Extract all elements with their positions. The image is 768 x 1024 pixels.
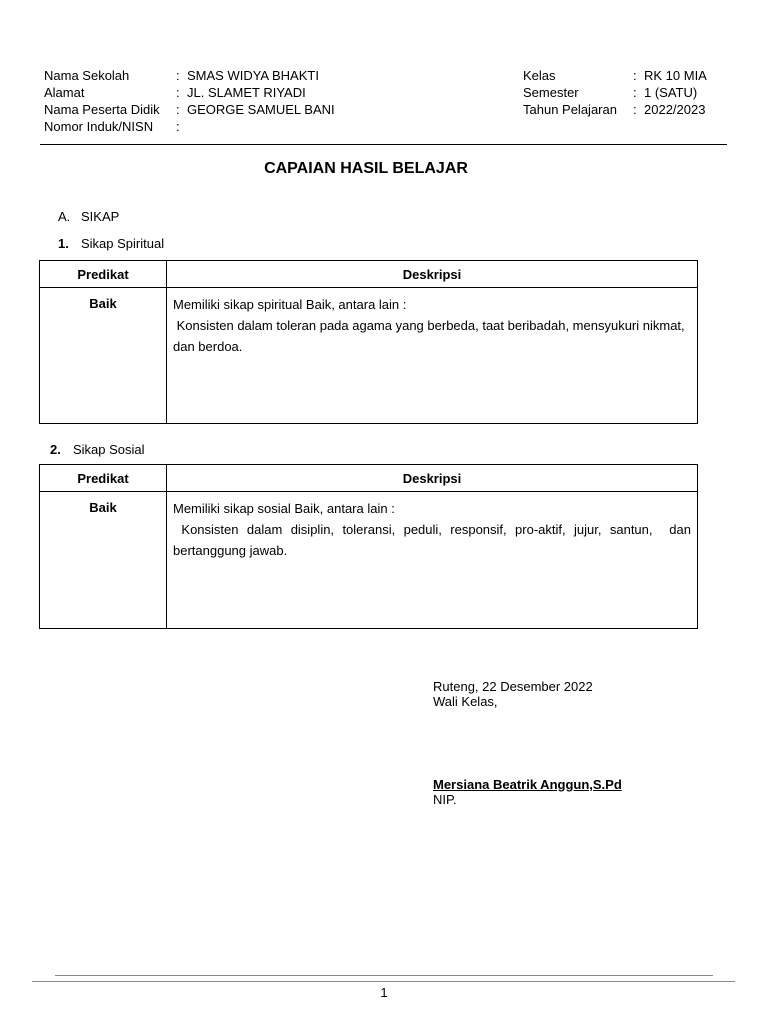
info-label: Alamat <box>44 85 85 100</box>
info-row-semester <box>523 84 733 101</box>
footer-divider <box>55 975 713 976</box>
student-info-left <box>44 67 374 135</box>
table-row <box>40 492 698 629</box>
subsection-label: Sikap Sosial <box>73 442 145 457</box>
table-header-row <box>40 261 698 288</box>
table-row <box>40 288 698 424</box>
info-value: 2022/2023 <box>644 102 706 117</box>
info-label: Kelas <box>523 68 556 83</box>
signer-role: Wali Kelas, <box>433 694 498 709</box>
info-value: 1 (SATU) <box>644 85 698 100</box>
table-header-row <box>40 465 698 492</box>
info-label: Nama Sekolah <box>44 68 130 83</box>
header-divider <box>40 144 727 145</box>
deskripsi-cell <box>167 288 698 424</box>
column-header-predikat: Predikat <box>40 465 167 492</box>
info-value: JL. SLAMET RIYADI <box>187 85 306 100</box>
column-header-deskripsi: Deskripsi <box>167 465 698 492</box>
info-row-kelas <box>523 67 733 84</box>
student-info-right <box>523 67 733 118</box>
section-heading-sikap <box>58 209 119 224</box>
info-colon: : <box>176 102 180 117</box>
info-colon: : <box>633 68 637 83</box>
info-value: SMAS WIDYA BHAKTI <box>187 68 319 83</box>
info-colon: : <box>176 119 180 134</box>
page-number: 1 <box>380 985 388 1000</box>
column-header-predikat: Predikat <box>40 261 167 288</box>
info-colon: : <box>176 85 180 100</box>
signer-nip: NIP. <box>433 792 457 807</box>
sosial-table <box>39 464 698 629</box>
info-label: Nama Peserta Didik <box>44 102 160 117</box>
deskripsi-intro: Memiliki sikap spiritual Baik, antara lain : <box>173 297 407 312</box>
predikat-cell: Baik <box>40 492 167 629</box>
section-number: A. <box>58 209 71 224</box>
section-label: SIKAP <box>81 209 120 224</box>
info-row-nama-sekolah <box>44 67 374 84</box>
subsection-number: 1. <box>58 236 69 251</box>
predikat-cell: Baik <box>40 288 167 424</box>
info-colon: : <box>633 102 637 117</box>
info-label: Tahun Pelajaran <box>523 102 617 117</box>
deskripsi-detail: Konsisten dalam disiplin, toleransi, peduli, responsif, pro-aktif, jujur, santun, dan bertanggung jawab. <box>173 522 695 558</box>
place-date: Ruteng, 22 Desember 2022 <box>433 679 593 694</box>
footer-divider <box>32 981 735 982</box>
info-row-nama-peserta <box>44 101 374 118</box>
subsection-heading-sosial <box>50 442 145 457</box>
signer-identity <box>433 777 622 807</box>
info-value: GEORGE SAMUEL BANI <box>187 102 335 117</box>
deskripsi-detail: Konsisten dalam toleran pada agama yang berbeda, taat beribadah, mensyukuri nikmat, dan berdoa. <box>173 318 689 354</box>
document-title: CAPAIAN HASIL BELAJAR <box>264 160 468 177</box>
info-colon: : <box>176 68 180 83</box>
info-label: Semester <box>523 85 579 100</box>
info-label: Nomor Induk/NISN <box>44 119 154 134</box>
signer-name: Mersiana Beatrik Anggun,S.Pd <box>433 777 622 792</box>
deskripsi-cell <box>167 492 698 629</box>
info-row-tahun <box>523 101 733 118</box>
spiritual-table <box>39 260 698 424</box>
deskripsi-intro: Memiliki sikap sosial Baik, antara lain : <box>173 501 395 516</box>
info-row-alamat <box>44 84 374 101</box>
info-row-nisn <box>44 118 374 135</box>
signature-block <box>433 679 593 709</box>
subsection-number: 2. <box>50 442 61 457</box>
column-header-deskripsi: Deskripsi <box>167 261 698 288</box>
info-value: RK 10 MIA <box>644 68 707 83</box>
info-colon: : <box>633 85 637 100</box>
subsection-label: Sikap Spiritual <box>81 236 165 251</box>
subsection-heading-spiritual <box>58 236 164 251</box>
